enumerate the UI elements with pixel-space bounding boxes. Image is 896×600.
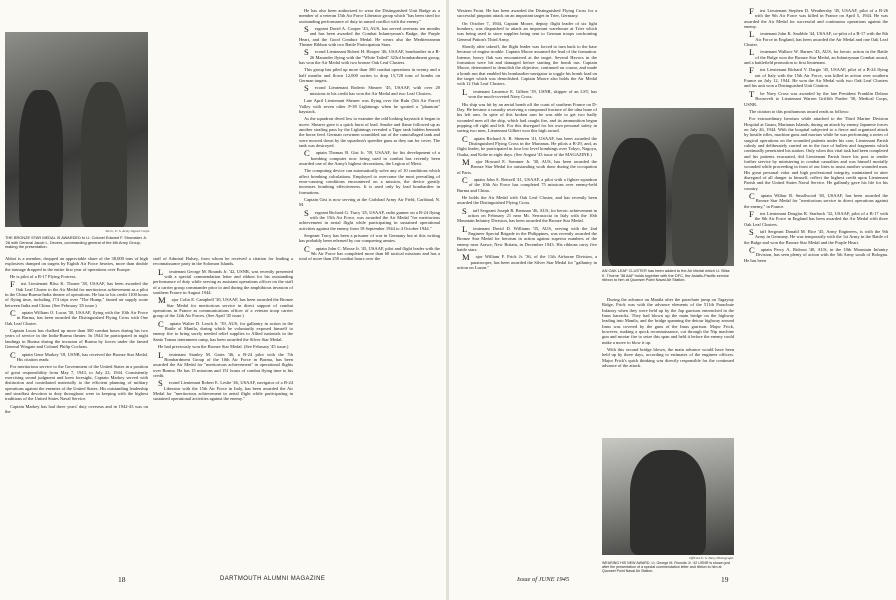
photo-credit: Stern, U. S. Army Signal Corps. [105,229,150,233]
paragraph: First Lieutenant Douglas R. Starbuck '32, USAAF, pilot of a B-17 with the 8th Air Force in England has been awarded the Air Medal with three Oak Leaf Clusters. [744,209,888,227]
paragraph: He has also been authorized to wear the Distinguished Unit Badge as a member of a veteran 15th Air Force Liberator group which "has been cited for outstanding performance of duty in armed conflict with the enemy." [299,8,440,24]
officer-figure-left [19,90,63,227]
paragraph: Captain Wilbur R. Smallwood '40, USAAF, has been awarded the Bronze Star Medal for "meritorious service in direct operations against the enemy," in France. [744,191,888,209]
oak-leaf-cluster-photo [602,108,734,266]
paragraph: Second Lieutenant Robert H. Hooper '46, USAAF, bombardier in a B-26 Marauder flying with the "White Tailed" 323rd bombardment group, has won the Air Medal with two bronze Oak Leaf Clusters. [299,47,440,66]
paragraph: He holds the Air Medal with Oak Leaf Cluster, and has recently been awarded the Distinguished Flying Cross. [457,195,597,206]
paragraph: Captain Richard A. B. Shenren '41, USAAF, has been awarded the Distinguished Flying Cross in the Marianas. He pilots a B-29, and, as flight leader, he participated in four low level bombings over Tokyo, Nagoya, Osaka, and Kobe in eight days. (See August '43 issue of the MAGAZINE.) [457,133,597,157]
paragraph: The Navy Cross was awarded by the late President Franklin Delano Roosevelt to Lieutenant Warren Griffith Pardee '30, Medical Corps, USNR. [744,88,888,107]
paragraph: Captain Percy A. Ridrout '40, AUS, in the 10th Mountain Infantry Division, has seen plenty of action with the 5th Army south of Bologna. He has been [744,245,888,263]
paragraph: On October 7, 1944, Captain Moore, deputy flight leader of six light bombers, was dispatched to attack an important warehouse at Trier which was being used to store supplies being sent to German troops confronting General Patton's Third Army. [457,20,597,42]
paragraph: The computing device can automatically solve any of 10 conditions which affect bombing calculations. Employed to overcome the most prevailing of error-causing conditions encountered on a mission, the device greatly increases bombing effectiveness. It is used only by lead bombardier in formations. [299,168,440,195]
paragraph: Captain Walter D. Leach Jr. '39, AUS, for gallantry in action in the Battle of Manila, during which he voluntarily exposed himself to enemy fire to bring sorely needed relief supplies to Allied nationals in the Santo Tomas internment camp, has been awarded the Silver Star Medal. [153,318,293,342]
left-column-3 [299,8,440,568]
paragraph: Major Howard E. Sommer Jr. '30, AUS, has been awarded the Bronze Star Medal for outstanding work done during the occupation of Paris. [457,156,597,175]
photo-caption: AN OAK LEAF CLUSTER has been added to the Air Medal which Lt. Bliss K. Thorne '38 AAF holds together with the DFC, the Asiatic-Pacific service ribbon to him at Quonset Point Naval Air Station. [602,268,730,283]
paragraph: As the squadron dived low to examine the odd looking haystack it began to move. Shearer gave it a quick burst of lead. Smoke and flame followed up as another strafing pass by the Lightnings revealed a Tiger tank hidden beneath the horse feed. German crewmen scrambled out of the camouflaged tank and were mowed down by the squadron's speedier guns as they ran for cover. The tank was destroyed. [299,116,440,148]
paragraph: staff of Admiral Halsey, from whom he received a citation for leading a reconnaissance party in the Solomon Islands. [153,256,293,267]
officer-figure-right [81,82,127,227]
paragraph: Captain John C. Mosse Jr. '45, USAAF, pilot and flight leader with the 9th Air Force has completed more than 60 tactical missions and has a total of more than 250 combat hours over the [299,243,440,262]
right-page [449,0,896,600]
commendation-ribbon-photo [602,438,734,555]
paragraph: First Lieutenant Stephen D. Weathersby '45, USAAF, pilot of a B-26 with the 9th Air Force was killed in France on April 5, 1944. He was awarded the Air Medal for successful and continuous operations against the enemy. [744,8,888,30]
paragraph: Lieutenant Stanley M. Gates '46, a B-24 pilot with the 7th Bombardment Group of the 10th Air Force in Burma, has been awarded the Air Medal for "meritorious achievement" in operational flights over Burma. He has 15 missions and 151 hours of combat flying time to his credit. [153,349,293,378]
paragraph: Second Lieutenant Robert E. Leslie '46, USAAF, navigator of a B-24 Liberator with the 15th Air Force in Italy, has been awarded the Air Medal for "meritorious achievement in aerial flight while participating in sustained operational activities against the enemy." [153,378,293,402]
paragraph: Lieutenant Wallace W. Barnes '43, AUS, for heroic action in the Battle of the Bulge won the Bronze Star Medal, an Infantryman Combat award, and a battlefield promotion to first lieutenant. [744,47,888,66]
paragraph: Abbot is a member, dropped an appreciable share of the 38,000 tons of high explosives dumped on targets by Eighth Air Force heavies, more than double the tonnage dropped in the entire first year of operations over Europe. [5,256,148,272]
paragraph: Captain Gene Markey '18, USNR, has received the Bronze Star Medal. His citation reads: [10,349,148,362]
paragraph: Lieutenant David D. Williams '35, AUS, serving with the 2nd Engineer Special Brigade in the Philippines, was recently awarded the Bronze Star Medal for heroism in action against superior numbers of the enemy near Arawe, New Britain, in December 1943. His ribbons carry five battle stars. [457,223,597,253]
paragraph: Captain Lucas has chalked up more than 300 combat hours during his two years of service in the India-Burma theater. In 1944 he participated in night landings in Burma during the invasion of Burma by forces under the famed General Wingate and Colonel Philip Cochran. [5,328,148,350]
paragraph: Sergeant David A. Cooper '43, AUS, has served overseas ten months and has been awarded the Combat Infantryman's Badge, the Purple Heart, and the Good Conduct Medal. He wears also the Mediterranean Theater Ribbon with two Battle Participation Stars. [299,24,440,48]
paragraph: First Lieutenant Bliss K. Thorne '38, USAAF, has been awarded the Oak Leaf Cluster to the Air Medal for meritorious achievement as a pilot in the China-Burma-India theater of operations. He has to his credit 1100 hours of flying time, including 174 trips over "The Hump," famed air supply route between India and China. (See February '45 issue.) [5,279,148,308]
paragraph: Lieutenant John K. Snobble '44, USAAF, co-pilot of a B-17 with the 8th Air Force in England, has been awarded the Air Medal and one Oak Leaf Cluster. [744,29,888,48]
paragraph: Captain Markey has had three years' duty overseas and in 1942-43 was on the [5,403,148,414]
photo-credit: Official U. S. Navy Photograph. [688,556,734,560]
paragraph: Lieutenant Laurence E. Gilbert '39, USNR, skipper of an LST, has won the much-coveted Navy Cross. [462,86,597,100]
left-column-1 [5,256,148,568]
paragraph: He is pilot of a B-17 Flying Fortress. [10,274,77,280]
paragraph: For extraordinary heroism while attached to the Third Marine Division Hospital at Guam, Marianas Islands, during an attack by enemy Japanese forces on July 26, 1944. With the hospital subjected to a fierce and organized attack by hostile rifles, machine guns and mortars while he was performing a series of surgical operations on the wounded patients under his care, Lieutenant Parish calmly and deliberately carried on in the face of bullets and fragments which continually penetrated his station. Only when this vital task had been completed and his patients evacuated, did Lieutenant Parish leave his post to render further service by ministering to combat casualties and was himself mortally wounded while proceeding in front of our lines to assist another wounded man. His great personal valor and high professional integrity, maintained in utter disregard of all danger to himself, reflect the highest credit upon Lieutenant Parish and the United States Naval Service. He gallantly gave his life for his country. [744,116,888,191]
paragraph: Staff Sergeant Joseph R. Brennan '46, AUS, for heroic achievement in action on February 21 near Mt. Serrasiccia in Italy with the 10th Mountain Infantry Division, has been awarded the Bronze Star Medal. [457,205,597,224]
paragraph: Western Front. He has been awarded the Distinguished Flying Cross for a successful pinpoint attack on an important target in Trier, Germany. [457,8,597,19]
page-number: 18 [118,575,126,584]
paragraph: His ship was hit by an aerial bomb off the coast of southern France on D-Day. He became a casualty receiving a compound fracture of the ulna bone of his left arm. In spite of this broken arm he was able to get two badly wounded men off the ship, which had caught fire, and its ammunition began popping off right and left. For this disregard for his own personal safety in saving two men, Lieutenant Gilbert won this high award. [457,101,597,134]
paragraph: Sergeant Tracy has been a prisoner of war in Germany but at this writing has probably been released by our conquering armies. [299,233,440,244]
paragraph: The citation to this posthumous award reads as follows: [749,108,850,114]
paragraph: Captain Thomas B. Gist Jr. '39, USAAF, for his development of a bombing computer now being used in combat has recently been awarded one of the Army's highest decorations, the Legion of Merit. [299,148,440,166]
page-number: 19 [721,575,729,584]
paragraph: First Lieutenant Richard V. Dargie '45, USAAF, pilot of a B-24 flying out of Italy with the 15th Air Force, was killed in action over southern France on July 12, 1944. He won the Air Medal with two Oak Leaf Clusters and his unit won a Distinguished Unit Citation. [744,65,888,89]
photo-caption: WEARING HIS NEW AWARD, Lt. George M. Rounds Jr. '42 USNR is shown just after the presentation of a special commendation letter and ribbon to him at Quonset Point Naval Air Station. [602,561,731,574]
magazine-title: DARTMOUTH ALUMNI MAGAZINE [220,576,326,582]
paragraph: For meritorious service to the Government of the United States in a position of great responsibility from May 7, 1943, to July 22, 1944. Consistently exercising sound judgment and keen foresight, Captain Markey served with distinction and contributed materially to the efficient planning of military operations against the enemies of the United States. His outstanding leadership and steadfast devotion to duty throughout were in keeping with the highest traditions of the United States Naval Service. [5,364,148,402]
paragraph: Captain Gist is now serving at the Carlsbad Army Air Field, Carlsbad, N. M. [299,197,440,208]
paragraph: Sergeant Richard G. Tracy '45, USAAF, radio gunner on a B-24 flying with the 15th Air Force, was awarded the Air Medal "for meritorious achievement in aerial flight while participating in sustained operational activities against the enemy from 18 September 1944 to 4 October 1944." [299,207,440,231]
paragraph: With this second bridge blown, the main advance would have been held up by three days, according to estimates of the engineer officers. Major Frick's quick thinking was directly responsible for the continued advance of the attack. [602,347,734,369]
left-page [0,0,447,600]
officer-figure [630,450,706,555]
paragraph: Second Lieutenant Roderic Shearer '45, USAAF, with over 20 missions to his credit has won the Air Medal and two Leaf Clusters. [304,83,440,96]
paragraph: Late April Lieutenant Shearer was flying over the Ruhr (5th Air Force) Valley with seven other P-38 Lightnings when he spotted a "phantom" haystack. [299,98,440,114]
issue-date: Issue of JUNE 1945 [517,576,570,583]
paragraph: During the advance on Manila after the parachute jump on Tagaytay Ridge, Frick was with the advance elements of the 511th Parachute Infantry when they were held up by the Jap garrison entrenched in the Imus barracks. They had blown up the main bridge on the highway leading into Manila, and the bridge spanning the detour highway around Imus was covered by the guns of the Imus garrison. Major Frick, however, making a quick reconnaissance, cut through the Nip machine gun and mortar fire to seize this span and held it before the enemy could make a move to blow it up. [602,297,734,345]
paragraph: Lieutenant George M. Rounds Jr. '42, USNR, was recently presented with a special commendation letter and ribbon for his outstanding performance of duty while serving as assistant operations officer on the staff of a carrier group commander prior to and during the amphibious invasion of southern France in August 1944. [153,266,293,296]
right-column-1 [457,8,597,568]
officer-figure-left [608,138,666,266]
paragraph: Staff Sergeant Donald M. Rice '45, Army Engineers, is with the 9th Army in Germany. He was temporarily with the 1st Army in the Battle of the Bulge and won the Bronze Star Medal and the Purple Heart. [744,227,888,245]
paragraph: Captain John S. Reitzell '41, USAAF, a pilot with a fighter squadron of the 10th Air Force has completed 75 missions over enemy-held Burma and China. [457,174,597,193]
paragraph: Major William F. Frick Jr. '36, of the 11th Airborne Division, a paratrooper, has been awarded the Silver Star Medal for "gallantry in action on Luzon." [457,252,597,271]
right-column-3 [744,8,888,568]
paragraph: Captain William O. Lucas '30, USAAF, flying with the 10th Air Force in Burma, has been awarded the Distinguished Flying Cross with One Oak Leaf Cluster. [5,308,148,326]
right-column-2 [602,297,734,437]
officer-figure-right [672,134,728,266]
paragraph: Shortly after takeoff, the flight leader was forced to turn back to the base because of engine trouble. Captain Moore assumed the lead of the formation. Intense, heavy flak was encountered at the target. Several Havocs in the formation were hit and damaged before starting the bomb run. Captain Moore, determined to demolish the objective, continued on course, and made a bomb run that enabled his bombardier-navigator to toggle his bomb load on the target which was demolished. Captain Moore also holds the Air Medal with 12 Oak Leaf Clusters. [457,44,597,87]
bronze-star-presentation-photo [5,32,148,227]
left-column-2 [153,256,293,568]
paragraph: He had previously won the Bronze Star Medal. (See February '45 issue.) [158,344,289,350]
paragraph: Major Colin E. Campbell '30, USAAF, has been awarded the Bronze Star Medal for meritorious service in direct support of combat operations in France as communications officer of a veteran troop carrier group of the 12th Air Forces. (See April '45 issue.) [153,295,293,319]
photo-caption: THE BRONZE STAR MEDAL IS AWARDED to Lt. Colonel Edward F. Shumaker Jr. '28 with General Jacob L. Devers, commanding general of the 6th Army Group, making the presentation. [5,235,148,250]
paragraph: This group has piled up more than 300 combat operations in twenty and a half months and flown 12,000 sorties to drop 15,728 tons of bombs on German targets. [299,67,440,84]
